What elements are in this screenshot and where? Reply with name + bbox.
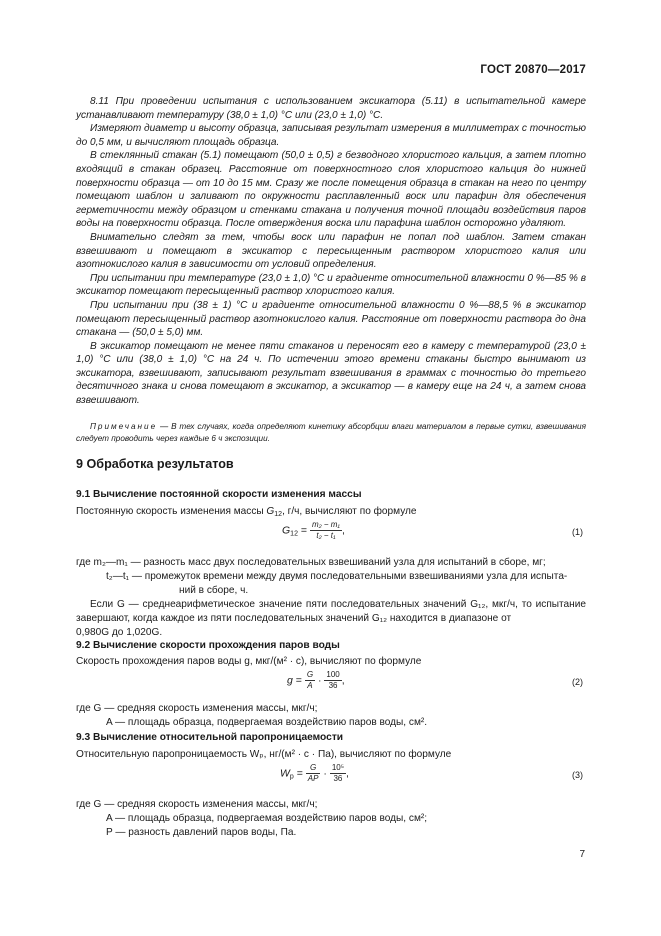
where-1: где m₂—m₁ — разность масс двух последовательных взвешиваний узла для испытаний в сборе, мг;	[76, 557, 546, 568]
note-label: Примечание	[90, 422, 158, 431]
formula-1: $G_{12}$ = $\frac{\text{m₂ − m₁}}{\text{t₂ − t₁}}$ ,	[282, 520, 345, 540]
fraction	[306, 763, 321, 784]
where-2-cont: ний в сборе, ч.	[179, 585, 249, 596]
where-p: P — разность давлений паров воды, Па.	[106, 827, 297, 838]
eq-lhs: g	[287, 674, 293, 687]
paragraph: В стеклянный стакан (5.1) помещают (50,0 ± 0,5) г безводного хлористого кальция, а затем плотно входящий в стакан образец. Расстояние от поверхностного слоя хлористого кальция до нижней поверхности образца — от 10 до 15 мм. Сразу же после помещения образца в стакан на него по центру помещают шаблон и заливают по окружности расплавленный воск или парафин для обеспечения герметичности между образцом и стенками стакана и получения точной площади воздействия паров воды на поверхности образца. После отверждения воска или парафина шаблон осторожно удаляют.	[76, 150, 586, 230]
numerator: m₂ − m₁	[311, 520, 340, 529]
paragraph: 8.11 При проведении испытания с использованием эксикатора (5.11) в испытательной камере устанавливают температуру (38,0 ± 1,0) °С или (23,0 ± 1,0) °С.	[76, 96, 586, 121]
fraction	[330, 763, 346, 784]
paragraph: 0,980G до 1,020G.	[76, 627, 163, 638]
section-9-1-title: 9.1 Вычисление постоянной скорости изменения массы	[76, 489, 362, 500]
sub-12: 12	[274, 511, 283, 518]
where-2: t₂—t₁ — промежуток времени между двумя последовательными взвешиваниями узла для испыта-	[106, 571, 568, 582]
numerator: 100	[326, 670, 340, 679]
formula-2-intro: Скорость прохождения паров воды g, мкг/(м² · с), вычисляют по формуле	[76, 656, 422, 667]
paragraph: В эксикатор помещают не менее пяти стаканов и переносят его в камеру с температурой (23,0 ± 1,0) °С или (38,0 ± 1,0) °С на 24 ч. По истечении этого времени стаканы быстро вынимают из эксикатора, взвешивают, записывают результат взвешивания в граммах с точностью до третьего десятичного знака и снова помещают в эксикатор, а эксикатор — в камеру еще на 24 ч, а затем снова взвешивают.	[76, 340, 586, 407]
document-code: ГОСТ 20870—2017	[480, 64, 586, 76]
var-g: G	[266, 506, 275, 517]
formula-2: g = $\frac{G}{A}$ · $\frac{100}{36}$ ,	[287, 670, 345, 690]
fraction	[324, 670, 341, 691]
section-8-11	[76, 95, 586, 408]
note	[76, 421, 586, 445]
section-9-3-title: 9.3 Вычисление относительной паропроницаемости	[76, 732, 344, 743]
equation-number: (1)	[572, 527, 583, 537]
denominator: 36	[328, 681, 338, 690]
numerator: G	[306, 763, 321, 774]
denominator: A	[307, 681, 313, 690]
denominator: AP	[307, 774, 319, 783]
eq-lhs: G	[282, 524, 291, 537]
denominator: t₂ − t₁	[316, 531, 336, 540]
paragraph: Внимательно следят за тем, чтобы воск или парафин не попал под шаблон. Затем стакан взвешивают и помещают в эксикатор с пересыщенным раствором хлористого калия или азотнокислого калия в зависимости от условий определения.	[76, 231, 586, 271]
where-g: где G — средняя скорость изменения массы, мкг/ч;	[76, 703, 318, 714]
page-number: 7	[579, 849, 585, 860]
equation-number: (2)	[572, 677, 583, 687]
fraction	[310, 520, 342, 541]
formula-3: $W_p$ = $\frac{G}{AP}$ · $\frac{\text{10⁵}}{36}$ ,	[280, 763, 349, 783]
eq-lhs-sub: p	[289, 773, 294, 781]
where-a: A — площадь образца, подвергаемая воздействию паров воды, см²;	[106, 813, 428, 824]
paragraph: Если G — среднеарифметическое значение пяти последовательных значений G₁₂, мкг/ч, то испытание завершают, когда каждое из пяти последовательных значений G₁₂ находится в диапазоне от	[76, 599, 586, 624]
fraction	[305, 670, 315, 691]
where-a: A — площадь образца, подвергаемая воздействию паров воды, см².	[106, 717, 428, 728]
numerator: 10⁵	[331, 763, 345, 772]
intro-text: Постоянную скорость изменения массы	[76, 506, 267, 517]
section-9-2-title: 9.2 Вычисление скорости прохождения паров воды	[76, 640, 340, 651]
section-9-title: 9 Обработка результатов	[76, 457, 234, 471]
formula-3-intro: Относительную паропроницаемость Wₚ, нг/(м² · с · Па), вычисляют по формуле	[76, 749, 452, 760]
equation-number: (3)	[572, 770, 583, 780]
eq-lhs-sub: 12	[290, 530, 298, 538]
where-g: где G — средняя скорость изменения массы, мкг/ч;	[76, 799, 318, 810]
denominator: 36	[333, 774, 343, 783]
paragraph: При испытании при температуре (23,0 ± 1,0) °С и градиенте относительной влажности 0 %—85 % в эксикатор помещают пересыщенный раствор хлористого калия.	[76, 272, 586, 298]
eq-lhs: W	[280, 767, 290, 780]
formula-1-intro	[76, 505, 417, 522]
intro-text: , г/ч, вычисляют по формуле	[282, 506, 417, 517]
paragraph: При испытании при (38 ± 1) °С и градиенте относительной влажности 0 %—88,5 % в эксикатор помещают пересыщенный раствор азотнокислого калия. Расстояние от поверхности раствора до дна стакана — (50,0 ± 5,0) мм.	[76, 299, 586, 339]
numerator: G	[306, 670, 314, 679]
paragraph: Измеряют диаметр и высоту образца, записывая результат измерения в миллиметрах с точностью до 0,5 мм, и вычисляют площадь образца.	[76, 123, 586, 148]
note-text: — В тех случаях, когда определяют кинетику абсорбции влаги материалом в первые сутки, взвешивания следует проводить через каждые 6 ч экспозиции.	[76, 422, 586, 443]
